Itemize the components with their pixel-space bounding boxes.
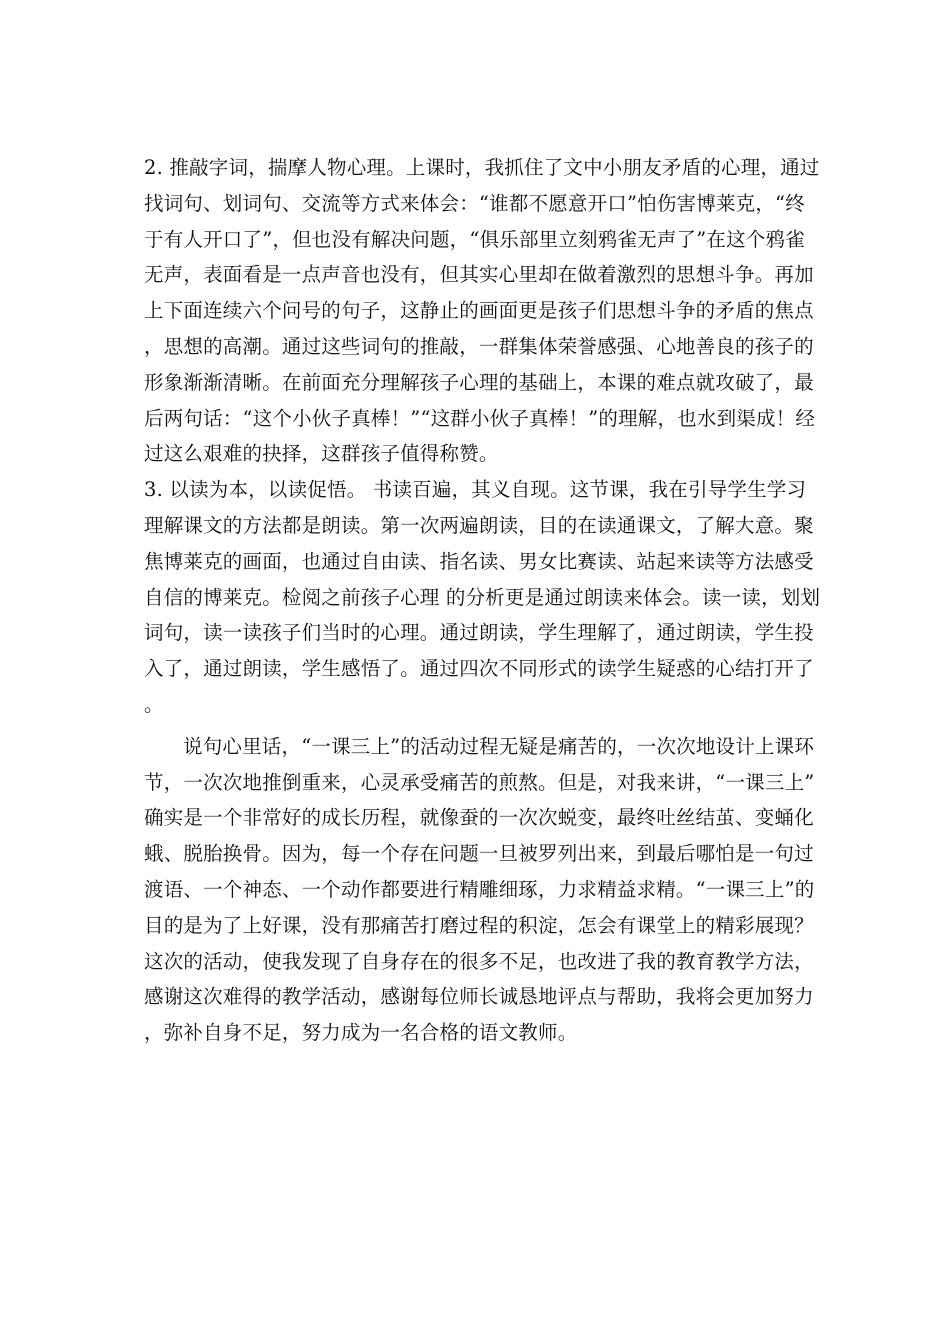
paragraph-point-2: 2. 推敲字词，揣摩人物心理。上课时，我抓住了文中小朋友矛盾的心理，通过找词句、划词句、交流等方式来体会：“谁都不愿意开口”怕伤害博莱克，“终于有人开口了”，但也没有解决问题，“俱乐部里立刻鸦雀无声了”在这个鸦雀无声，表面看是一点声音也没有，但其实心里却在做着激烈的思想斗争。再加上下面连续六个问号的句子，这静止的画面更是孩子们思想斗争的矛盾的焦点，思想的高潮。通过这些词句的推敲，一群集体荣誉感强、心地善良的孩子的形象渐渐清晰。在前面充分理解孩子心理的基础上，本课的难点就攻破了，最后两句话：“这个小伙子真棒！”“这群小伙子真棒！”的理解，也水到渠成！经过这么艰难的抉择，这群孩子值得称赞。 [144, 156, 820, 466]
paragraph-point-3: 3. 以读为本，以读促悟。 书读百遍，其义自现。这节课，我在引导学生学习理解课文的方法都是朗读。第一次两遍朗读，目的在读通课文，了解大意。聚焦博莱克的画面，也通过自由读、指名读、男女比赛读、站起来读等方法感受自信的博莱克。检阅之前孩子心理 的分析更是通过朗读来体会。读一读，划划词句，读一读孩子们当时的心理。通过朗读，学生理解了，通过朗读，学生投入了，通过朗读，学生感悟了。通过四次不同形式的读学生疑惑的心结打开了。 [144, 478, 821, 716]
document-body [144, 150, 824, 1051]
paragraph-reflection: 说句心里话，“一课三上”的活动过程无疑是痛苦的，一次次地设计上课环节，一次次地推倒重来，心灵承受痛苦的煎熬。但是，对我来讲，“一课三上”确实是一个非常好的成长历程，就像蚕的一次次蜕变，最终吐丝结茧、变蛹化蛾、脱胎换骨。因为，每一个存在问题一旦被罗列出来，到最后哪怕是一句过渡语、一个神态、一个动作都要进行精雕细琢，力求精益求精。“一课三上”的目的是为了上好课，没有那痛苦打磨过程的积淀，怎会有课堂上的精彩展现？这次的活动，使我发现了自身存在的很多不足，也改进了我的教育教学方法，感谢这次难得的教学活动，感谢每位师长诚恳地评点与帮助，我将会更加努力，弥补自身不足，努力成为一名合格的语文教师。 [144, 734, 815, 1045]
